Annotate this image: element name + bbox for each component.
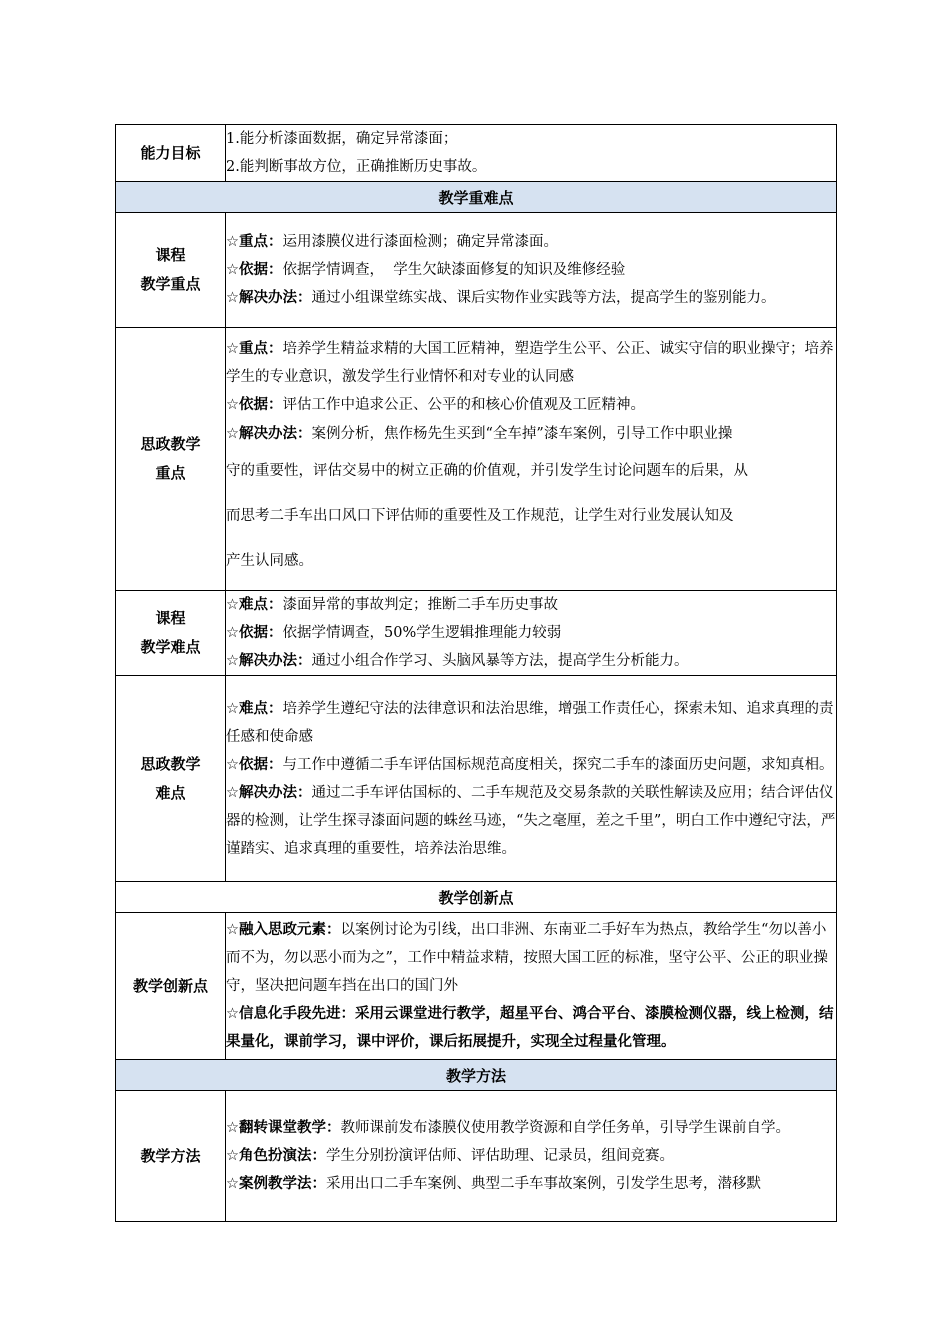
methods-role-head: ☆角色扮演法：	[226, 1148, 326, 1164]
course-difficult-label-line1: 课程	[155, 609, 186, 627]
ideo-difficult-label-line2: 难点	[155, 783, 186, 802]
course-difficult-basis	[226, 619, 836, 647]
ideo-key-focus	[226, 335, 836, 391]
methods-content	[226, 1091, 837, 1222]
ideo-key-label	[116, 328, 226, 591]
ideo-difficult-method-head: ☆解决办法：	[226, 784, 312, 801]
ideo-difficult-focus	[226, 695, 836, 751]
methods-flip	[226, 1114, 836, 1142]
course-difficult-label	[116, 591, 226, 676]
innovation-info	[226, 1000, 836, 1056]
ideo-key-method-2: 守的重要性，评估交易中的树立正确的价值观，并引发学生讨论问题车的后果，从	[226, 462, 748, 479]
course-key-basis	[226, 256, 836, 284]
ability-line-1: 1.能分析漆面数据，确定异常漆面；	[226, 131, 458, 147]
course-key-row	[116, 213, 837, 328]
section-header-innovation: 教学创新点	[116, 882, 837, 913]
ideo-key-method-3: 而思考二手车出口风口下评估师的重要性及工作规范，让学生对行业发展认知及	[226, 507, 734, 524]
ideo-key-focus-text: 培养学生精益求精的大国工匠精神，塑造学生公平、公正、诚实守信的职业操守；培养学生的专业意识，激发学生行业情怀和对专业的认同感	[226, 340, 834, 385]
ideo-difficult-basis-head: ☆依据：	[226, 756, 283, 773]
ideo-key-method-text-1: 案例分析，焦作杨先生买到“全车掉”漆车案例，引导工作中职业操	[311, 425, 733, 442]
ideo-difficult-label	[116, 676, 226, 882]
ideo-key-basis	[226, 391, 836, 419]
ideo-key-method-1	[226, 419, 836, 449]
course-difficult-row	[116, 591, 837, 676]
course-difficult-basis-head: ☆依据：	[226, 625, 283, 641]
ideo-difficult-basis-text: 与工作中遵循二手车评估国标规范高度相关，探究二手车的漆面历史问题，求知真相。	[282, 756, 834, 773]
ideo-difficult-focus-text: 培养学生遵纪守法的法律意识和法治思维，增强工作责任心，探索未知、追求真理的责任感和使命感	[226, 700, 834, 745]
methods-row	[116, 1091, 837, 1222]
ideo-key-label-line1: 思政教学	[140, 435, 201, 453]
course-key-label-line2: 教学重点	[140, 275, 201, 293]
course-difficult-focus-text: 漆面异常的事故判定；推断二手车历史事故	[282, 597, 558, 613]
ideo-difficult-method	[226, 779, 836, 863]
innovation-ideo	[226, 916, 836, 1000]
innovation-ideo-text: 以案例讨论为引线，出口非洲、东南亚二手好车为热点，教给学生“勿以善小而不为，勿以恶小而为之”，工作中精益求精，按照大国工匠的标准，坚守公平、公正的职业操守，坚决把问题车挡在出口的国门外	[226, 922, 828, 994]
course-key-basis-head: ☆依据：	[226, 262, 283, 278]
ideo-key-method-4: 产生认同感。	[226, 552, 313, 569]
ideo-key-method-head: ☆解决办法：	[226, 425, 312, 442]
course-difficult-focus	[226, 591, 836, 619]
course-key-content	[226, 213, 837, 328]
course-key-method	[226, 284, 836, 312]
innovation-info-head: ☆信息化手段先进：	[226, 1006, 355, 1022]
course-difficult-focus-head: ☆难点：	[226, 597, 283, 613]
methods-flip-head: ☆翻转课堂教学：	[226, 1120, 341, 1136]
lesson-plan-table	[115, 124, 837, 1222]
ideo-key-focus-head: ☆重点：	[226, 340, 283, 357]
innovation-info-text: 采用云课堂进行教学，超星平台、鸿合平台、漆膜检测仪器，线上检测，结果量化，课前学习，课中评价，课后拓展提升，实现全过程量化管理。	[226, 1006, 834, 1050]
methods-role	[226, 1142, 836, 1170]
methods-label: 教学方法	[116, 1091, 226, 1222]
ideo-key-content	[226, 328, 837, 591]
course-key-method-text: 通过小组课堂练实战、课后实物作业实践等方法，提高学生的鉴别能力。	[311, 290, 776, 306]
ability-label: 能力目标	[116, 125, 226, 182]
ideo-difficult-focus-head: ☆难点：	[226, 700, 283, 717]
ideo-difficult-content	[226, 676, 837, 882]
ideo-key-basis-text: 评估工作中追求公正、公平的和核心价值观及工匠精神。	[282, 396, 645, 413]
ability-row	[116, 125, 837, 182]
methods-flip-text: 教师课前发布漆膜仪使用教学资源和自学任务单，引导学生课前自学。	[340, 1120, 790, 1136]
course-key-label-line1: 课程	[155, 246, 186, 264]
methods-case-head: ☆案例教学法：	[226, 1176, 326, 1192]
ideo-difficult-label-line1: 思政教学	[140, 754, 201, 773]
course-key-basis-text: 依据学情调查， 学生欠缺漆面修复的知识及维修经验	[282, 262, 626, 278]
section-row-key-points	[116, 182, 837, 213]
course-difficult-label-line2: 教学难点	[140, 638, 201, 656]
section-row-methods	[116, 1060, 837, 1091]
innovation-label: 教学创新点	[116, 913, 226, 1060]
section-row-innovation	[116, 882, 837, 913]
ideo-difficult-basis	[226, 751, 836, 779]
ideo-difficult-row	[116, 676, 837, 882]
course-difficult-method-head: ☆解决办法：	[226, 653, 312, 669]
ability-content	[226, 125, 837, 182]
course-key-focus-text: 运用漆膜仪进行漆面检测；确定异常漆面。	[282, 234, 558, 250]
innovation-row	[116, 913, 837, 1060]
methods-role-text: 学生分别扮演评估师、评估助理、记录员，组间竞赛。	[326, 1148, 674, 1164]
course-difficult-method-text: 通过小组合作学习、头脑风暴等方法，提高学生分析能力。	[311, 653, 689, 669]
course-key-label	[116, 213, 226, 328]
ideo-key-label-line2: 重点	[155, 464, 186, 482]
methods-case	[226, 1170, 836, 1198]
ideo-key-basis-head: ☆依据：	[226, 396, 283, 413]
innovation-ideo-head: ☆融入思政元素：	[226, 922, 341, 938]
course-key-focus	[226, 228, 836, 256]
course-difficult-content	[226, 591, 837, 676]
section-header-methods: 教学方法	[116, 1060, 837, 1091]
methods-case-text: 采用出口二手车案例、典型二手车事故案例，引发学生思考，潜移默	[326, 1176, 761, 1192]
course-key-focus-head: ☆重点：	[226, 234, 283, 250]
ability-line-2: 2.能判断事故方位，正确推断历史事故。	[226, 159, 487, 175]
innovation-content	[226, 913, 837, 1060]
ideo-difficult-method-text: 通过二手车评估国标的、二手车规范及交易条款的关联性解读及应用；结合评估仪器的检测，让学生探寻漆面问题的蛛丝马迹，“失之毫厘，差之千里”，明白工作中遵纪守法，严谨踏实、追求真理的重要性，培养法治思维。	[226, 784, 836, 857]
course-difficult-method	[226, 647, 836, 675]
course-key-method-head: ☆解决办法：	[226, 290, 312, 306]
course-difficult-basis-text: 依据学情调查，50%学生逻辑推理能力较弱	[282, 625, 562, 641]
ideo-key-row	[116, 328, 837, 591]
section-header-key-points: 教学重难点	[116, 182, 837, 213]
